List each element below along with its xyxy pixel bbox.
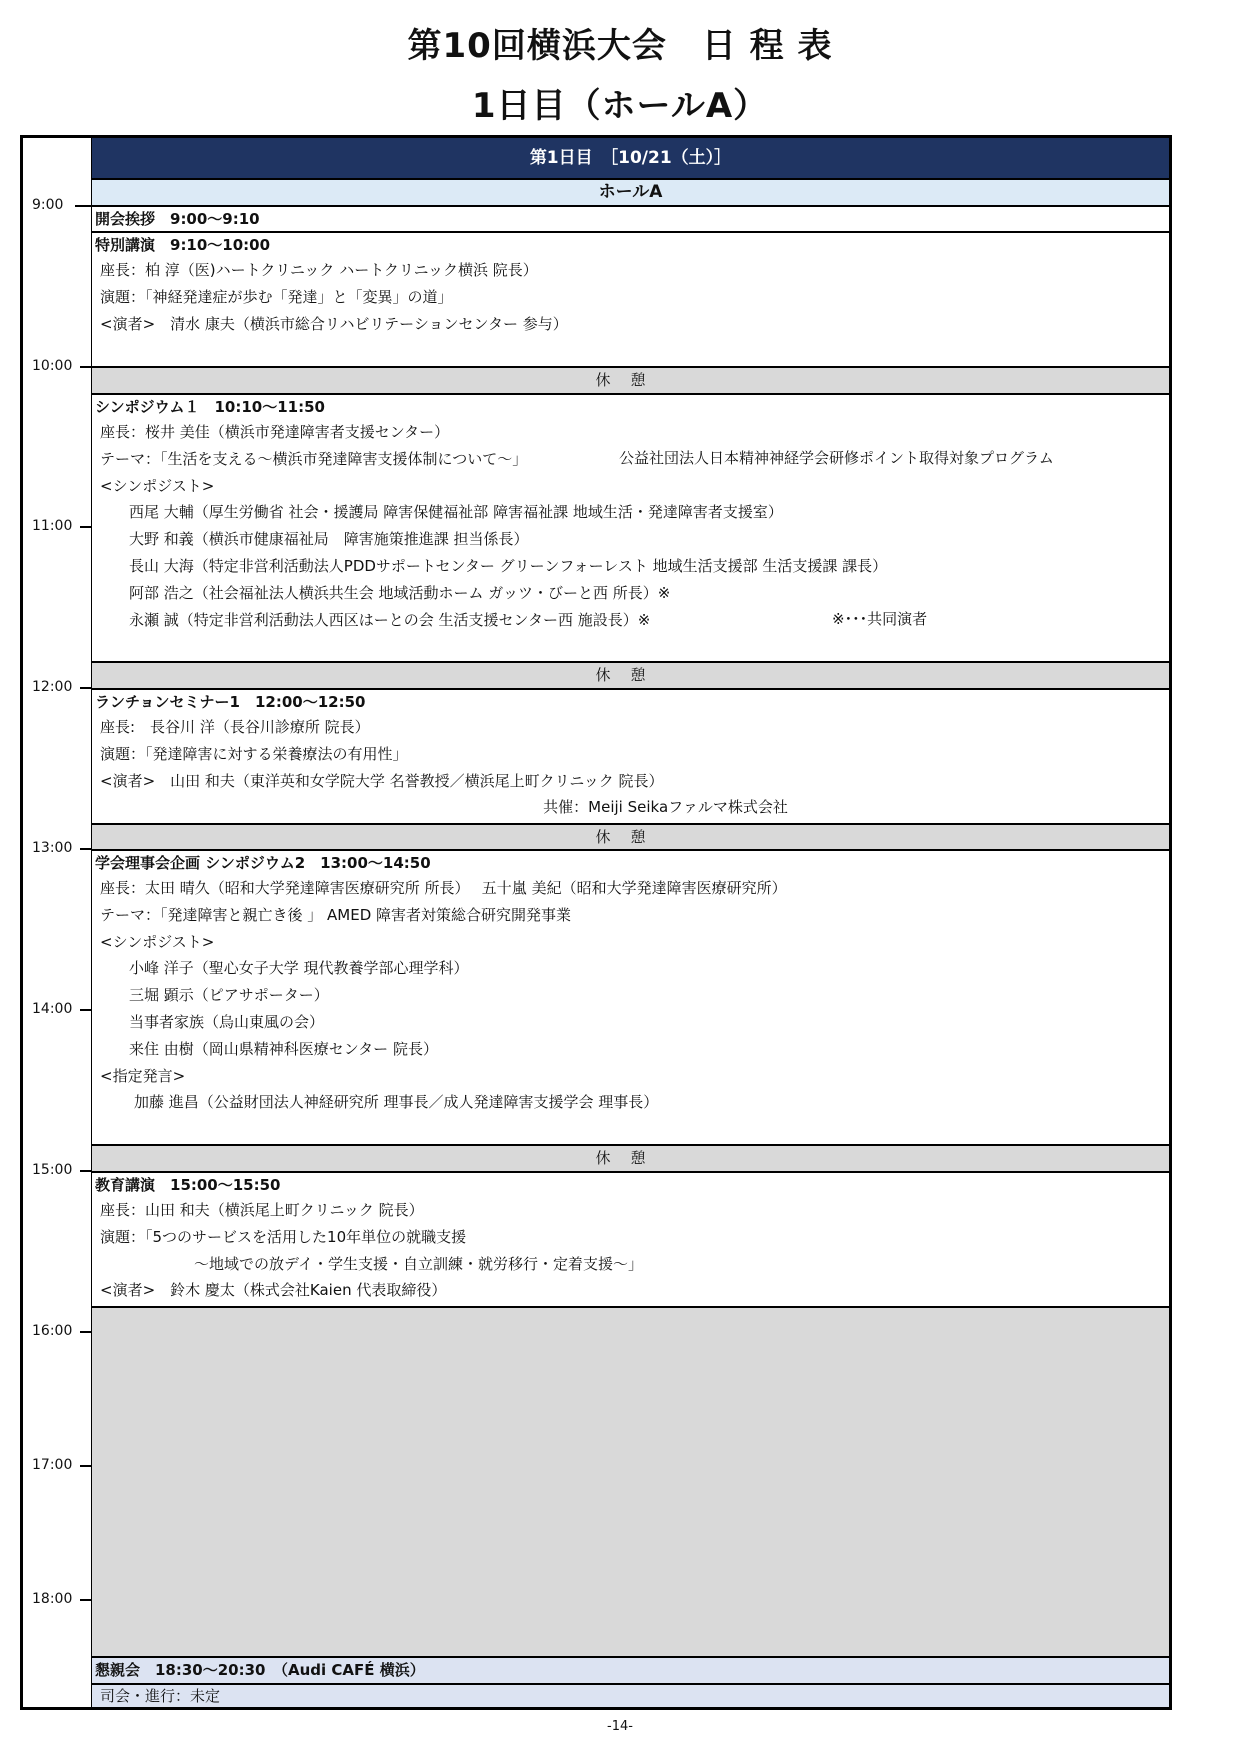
page-subtitle: 1日目（ホールA） — [471, 86, 769, 126]
session-chair: 座長：桜井 美佳（横浜市発達障害者支援センター） — [100, 423, 450, 441]
page-title: 第10回横浜大会 日 程 表 — [407, 26, 833, 66]
session-special-lecture — [92, 231, 1169, 366]
time-tick: 14:00 — [20, 999, 92, 1019]
session-title: 教育講演 15:00～15:50 — [95, 1176, 281, 1194]
time-tick: 11:00 — [20, 516, 92, 536]
session-symposium-2 — [92, 849, 1169, 1144]
session-party-title: 懇親会 18:30～20:30 （Audi CAFÉ 横浜） — [92, 1656, 1169, 1683]
session-party-host: 司会・進行：未定 — [92, 1683, 1169, 1707]
time-tick: 9:00 — [20, 195, 92, 215]
day-header: 第1日目 ［10/21（土）］ — [92, 138, 1169, 178]
symposist: 長山 大海（特定非営利活動法人PDDサポートセンター グリーンフォーレスト 地域生活支援部 生活支援課 課長） — [129, 556, 888, 575]
symposist: 阿部 浩之（社会福祉法人横浜共生会 地域活動ホーム ガッツ・びーと西 所長）※ — [129, 583, 671, 602]
break-row: 休憩 — [92, 823, 1169, 849]
session-title: 特別講演 9:10～10:00 — [95, 236, 271, 254]
break-row: 休憩 — [92, 661, 1169, 688]
session-chair: 座長：太田 晴久（昭和大学発達障害医療研究所 所長） 五十嵐 美紀（昭和大学発達障害医療研究所） — [100, 879, 787, 897]
designated-speaker: 加藤 進昌（公益財団法人神経研究所 理事長／成人発達障害支援学会 理事長） — [134, 1093, 659, 1112]
credit-note: 公益社団法人日本精神神経学会研修ポイント取得対象プログラム — [619, 449, 1054, 467]
co-presenter-note: ※･･･共同演者 — [832, 610, 928, 628]
symposist: 小峰 洋子（聖心女子大学 現代教養学部心理学科） — [129, 959, 469, 978]
session-topic: 演題：「発達障害に対する栄養療法の有用性」 — [100, 744, 408, 763]
break-row: 休憩 — [92, 1144, 1169, 1171]
session-theme: テーマ：「生活を支える～横浜市発達障害支援体制について～」 — [100, 449, 528, 468]
session-topic: 演題：「5つのサービスを活用した10年単位の就職支援 — [100, 1227, 467, 1246]
symposist: 当事者家族（烏山東風の会） — [129, 1012, 325, 1031]
session-symposium-1 — [92, 393, 1169, 661]
time-tick: 18:00 — [20, 1589, 92, 1609]
symposists-label: <シンポジスト> — [100, 476, 215, 495]
session-luncheon — [92, 688, 1169, 823]
session-chair: 座長：柏 淳（医)ハートクリニック ハートクリニック横浜 院長） — [100, 261, 538, 279]
session-chair: 座長：山田 和夫（横浜尾上町クリニック 院長） — [100, 1201, 424, 1219]
symposist: 永瀬 誠（特定非営利活動法人西区はーとの会 生活支援センター西 施設長）※ — [129, 610, 651, 629]
time-tick: 15:00 — [20, 1160, 92, 1180]
symposist: 西尾 大輔（厚生労働省 社会・援護局 障害保健福祉部 障害福祉課 地域生活・発達障害者支援室） — [129, 503, 783, 522]
empty-time-block — [92, 1306, 1169, 1656]
session-sponsor: 共催：Meiji Seikaファルマ株式会社 — [543, 798, 788, 817]
session-opening — [92, 205, 1169, 231]
session-theme: テーマ：「発達障害と親亡き後 」 AMED 障害者対策総合研究開発事業 — [100, 905, 572, 924]
time-tick: 16:00 — [20, 1321, 92, 1341]
time-tick: 10:00 — [20, 356, 92, 376]
session-education-lecture — [92, 1171, 1169, 1306]
hall-header: ホールA — [92, 178, 1169, 205]
symposist: 来住 由樹（岡山県精神科医療センター 院長） — [129, 1039, 438, 1058]
time-tick: 17:00 — [20, 1455, 92, 1475]
designated-label: <指定発言> — [100, 1066, 186, 1085]
session-speaker: <演者> 鈴木 慶太（株式会社Kaien 代表取締役） — [100, 1281, 447, 1300]
session-speaker: <演者> 山田 和夫（東洋英和女学院大学 名誉教授／横浜尾上町クリニック 院長） — [100, 771, 664, 790]
session-chair: 座長: 長谷川 洋（長谷川診療所 院長） — [100, 718, 370, 736]
time-tick: 12:00 — [20, 677, 92, 697]
session-title: 開会挨拶 9:00～9:10 — [95, 210, 260, 228]
time-tick: 13:00 — [20, 838, 92, 858]
session-topic-continued: ～地域での放デイ・学生支援・自立訓練・就労移行・定着支援～」 — [194, 1254, 643, 1273]
session-title: 学会理事会企画 シンポジウム2 13:00～14:50 — [95, 854, 431, 872]
symposist: 三堀 顕示（ピアサポーター） — [129, 986, 329, 1005]
symposists-label: <シンポジスト> — [100, 932, 215, 951]
session-speaker: <演者> 清水 康夫（横浜市総合リハビリテーションセンター 参与） — [100, 314, 568, 333]
page-number: -14- — [607, 1719, 633, 1734]
symposist: 大野 和義（横浜市健康福祉局 障害施策推進課 担当係長） — [129, 530, 529, 549]
session-title: ランチョンセミナー1 12:00～12:50 — [95, 693, 366, 711]
session-title: シンポジウム１ 10:10～11:50 — [95, 398, 325, 416]
break-row: 休憩 — [92, 366, 1169, 393]
session-topic: 演題：「神経発達症が歩む「発達」と「変異」の道」 — [100, 287, 453, 306]
